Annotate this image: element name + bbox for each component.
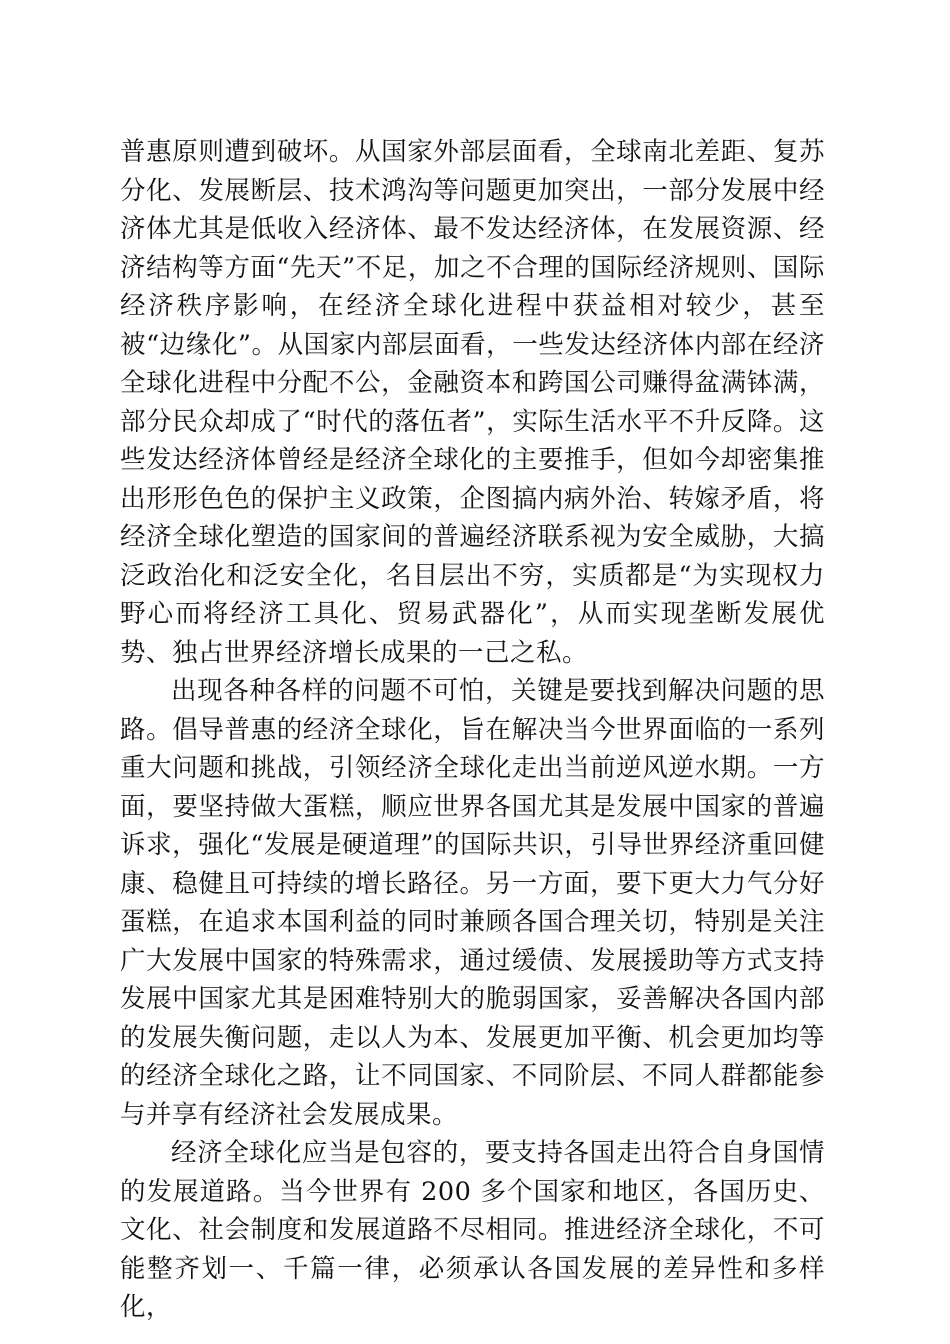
paragraph-2: 出现各种各样的问题不可怕，关键是要找到解决问题的思路。倡导普惠的经济全球化，旨在解决当今世界面临的一系列重大问题和挑战，引领经济全球化走出当前逆风逆水期。一方面，要坚持做大蛋糕，顺应世界各国尤其是发展中国家的普遍诉求，强化“发展是硬道理”的国际共识，引导世界经济重回健康、稳健且可持续的增长路径。另一方面，要下更大力气分好蛋糕，在追求本国利益的同时兼顾各国合理关切，特别是关注广大发展中国家的特殊需求，通过缓债、发展援助等方式支持发展中国家尤其是困难特别大的脆弱国家，妥善解决各国内部的发展失衡问题，走以人为本、发展更加平衡、机会更加均等的经济全球化之路，让不同国家、不同阶层、不同人群都能参与并享有经济社会发展成果。: [120, 676, 825, 1130]
paragraph-3: 经济全球化应当是包容的，要支持各国走出符合自身国情的发展道路。当今世界有 200 多个国家和地区，各国历史、文化、社会制度和发展道路不尽相同。推进经济全球化，不可能整齐划一、千篇一律，必须承认各国发展的差异性和多样化，: [120, 1138, 825, 1322]
document-page: [120, 133, 825, 1327]
paragraph-1: 普惠原则遭到破坏。从国家外部层面看，全球南北差距、复苏分化、发展断层、技术鸿沟等问题更加突出，一部分发展中经济体尤其是低收入经济体、最不发达经济体，在发展资源、经济结构等方面“先天”不足，加之不合理的国际经济规则、国际经济秩序影响，在经济全球化进程中获益相对较少，甚至被“边缘化”。从国家内部层面看，一些发达经济体内部在经济全球化进程中分配不公，金融资本和跨国公司赚得盆满钵满，部分民众却成了“时代的落伍者”，实际生活水平不升反降。这些发达经济体曾经是经济全球化的主要推手，但如今却密集推出形形色色的保护主义政策，企图搞内病外治、转嫁矛盾，将经济全球化塑造的国家间的普遍经济联系视为安全威胁，大搞泛政治化和泛安全化，名目层出不穷，实质都是“为实现权力野心而将经济工具化、贸易武器化”，从而实现垄断发展优势、独占世界经济增长成果的一己之私。: [120, 137, 825, 668]
